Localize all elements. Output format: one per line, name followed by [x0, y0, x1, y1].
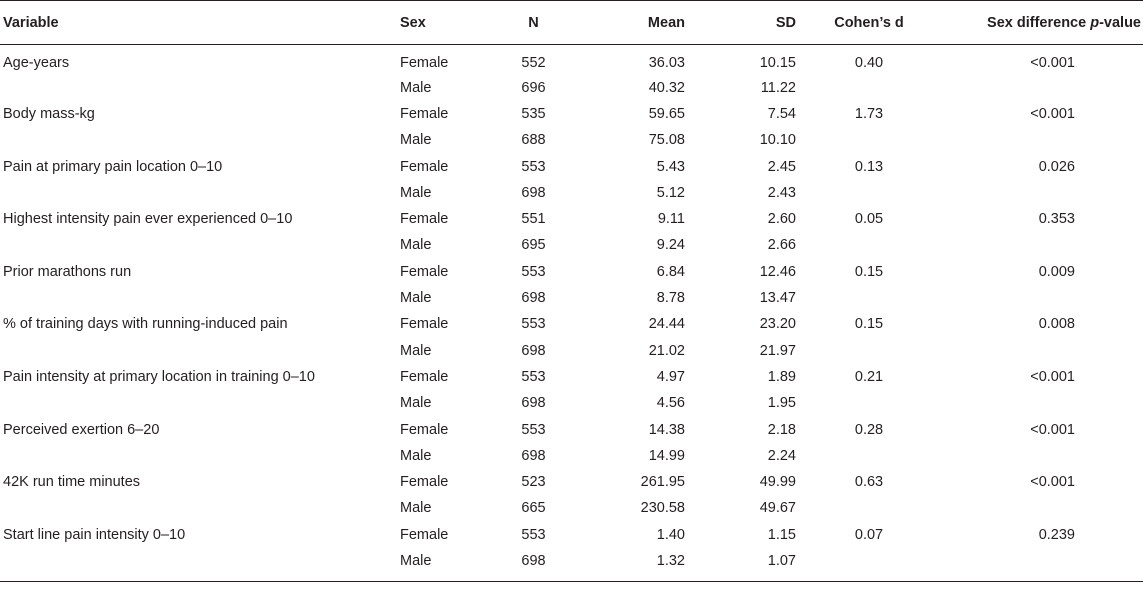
cell-sex: Female — [400, 158, 449, 175]
cell-sex: Male — [400, 132, 432, 149]
cell-p-value — [942, 548, 1143, 582]
cell-sex: Male — [400, 548, 482, 582]
cell-variable: Pain at primary pain location 0–10 — [3, 158, 223, 175]
cell-sex: Female — [400, 54, 449, 71]
cell-cohens-d — [796, 285, 942, 311]
cell-cohens-d — [796, 443, 942, 469]
cell-cohens-d: 0.63 — [854, 474, 884, 491]
cell-mean: 4.56 — [656, 395, 685, 412]
table-row — [0, 206, 1143, 232]
cell-mean: 261.95 — [640, 474, 685, 491]
header-cohens-d: Cohen’s d — [796, 1, 942, 45]
cell-n: 698 — [521, 342, 546, 359]
header-p-suffix: -value — [1099, 14, 1141, 31]
cell-mean: 14.38 — [648, 421, 685, 438]
cell-mean: 4.97 — [656, 368, 685, 385]
cell-p-value — [942, 232, 1143, 258]
cell-variable — [0, 390, 400, 416]
cell-sex: Male — [400, 237, 432, 254]
cell-sex: Female — [400, 105, 449, 122]
cell-n: 553 — [521, 421, 546, 438]
cell-cohens-d: 0.15 — [854, 316, 884, 333]
cell-n: 523 — [521, 474, 546, 491]
header-mean: Mean — [585, 1, 685, 45]
header-p-value — [942, 1, 1143, 45]
cell-p-value — [942, 443, 1143, 469]
cell-variable — [0, 548, 400, 582]
table-row — [0, 101, 1143, 127]
cell-mean: 9.24 — [656, 237, 685, 254]
table-row — [0, 443, 1143, 469]
cell-sd: 23.20 — [759, 316, 796, 333]
table-row — [0, 522, 1143, 548]
table-row — [0, 180, 1143, 206]
cell-sex: Female — [400, 474, 449, 491]
cell-cohens-d — [796, 232, 942, 258]
header-p-prefix: Sex difference — [987, 14, 1091, 31]
cell-sd: 2.66 — [767, 237, 796, 254]
cell-cohens-d: 0.07 — [854, 526, 884, 543]
cell-sex: Female — [400, 526, 449, 543]
cell-variable — [0, 127, 400, 153]
cell-variable — [0, 285, 400, 311]
cell-p-value: 0.239 — [1038, 526, 1075, 543]
cell-mean: 6.84 — [656, 263, 685, 280]
cell-n: 553 — [521, 263, 546, 280]
table-row — [0, 416, 1143, 442]
table-row — [0, 311, 1143, 337]
cell-sex: Male — [400, 342, 432, 359]
cell-sd: 1.07 — [685, 548, 796, 582]
cell-sd: 10.15 — [759, 54, 796, 71]
cell-p-value: <0.001 — [1030, 54, 1075, 71]
cell-n: 552 — [521, 54, 546, 71]
cell-p-value: <0.001 — [1030, 474, 1075, 491]
cell-sex: Female — [400, 211, 449, 228]
table-body — [0, 45, 1143, 582]
cell-mean: 230.58 — [640, 500, 685, 517]
header-variable: Variable — [0, 1, 400, 45]
cell-p-value — [942, 390, 1143, 416]
cell-p-value: 0.026 — [1038, 158, 1075, 175]
cell-variable: Highest intensity pain ever experienced 0–10 — [3, 211, 293, 228]
cell-mean: 9.11 — [657, 211, 685, 228]
cell-sd: 1.15 — [767, 526, 796, 543]
cell-p-value: 0.353 — [1038, 211, 1075, 228]
cell-cohens-d — [796, 75, 942, 101]
cell-n: 695 — [521, 237, 546, 254]
cell-sex: Male — [400, 184, 432, 201]
cell-sd: 13.47 — [759, 290, 796, 307]
cell-p-value — [942, 127, 1143, 153]
cell-variable: Age-years — [3, 54, 70, 71]
cell-variable: Body mass-kg — [3, 105, 95, 122]
cell-mean: 40.32 — [648, 79, 685, 96]
cell-mean: 24.44 — [648, 316, 685, 333]
cell-p-value — [942, 285, 1143, 311]
cell-n: 553 — [521, 368, 546, 385]
table-header — [0, 1, 1143, 45]
header-p-italic: p — [1090, 14, 1100, 31]
table-row — [0, 285, 1143, 311]
cell-sex: Male — [400, 447, 432, 464]
cell-cohens-d — [796, 337, 942, 363]
cell-variable: % of training days with running-induced pain — [3, 316, 288, 333]
table-row — [0, 127, 1143, 153]
cell-cohens-d: 0.13 — [854, 158, 884, 175]
cell-sd: 10.10 — [759, 132, 796, 149]
cell-mean: 75.08 — [648, 132, 685, 149]
cell-sd: 11.22 — [760, 79, 796, 96]
cell-cohens-d: 0.40 — [854, 54, 884, 71]
cell-p-value — [942, 495, 1143, 521]
cell-cohens-d: 0.05 — [854, 211, 884, 228]
cell-cohens-d: 0.15 — [854, 263, 884, 280]
cell-sex: Male — [400, 500, 432, 517]
cell-mean: 5.12 — [656, 184, 685, 201]
cell-sd: 49.67 — [759, 500, 796, 517]
cell-variable: Start line pain intensity 0–10 — [3, 526, 186, 543]
cell-sd: 49.99 — [759, 474, 796, 491]
cell-mean: 1.32 — [585, 548, 685, 582]
cell-mean: 5.43 — [656, 158, 685, 175]
cell-n: 698 — [521, 290, 546, 307]
cell-sd: 2.18 — [767, 421, 796, 438]
table-row — [0, 75, 1143, 101]
cell-sd: 2.45 — [767, 158, 796, 175]
cell-sex: Female — [400, 316, 449, 333]
cell-n: 696 — [521, 79, 546, 96]
cell-cohens-d — [796, 180, 942, 206]
table-row — [0, 153, 1143, 179]
cell-sex: Female — [400, 368, 449, 385]
cell-sex: Female — [400, 263, 449, 280]
cell-cohens-d: 1.73 — [854, 105, 884, 122]
table-row — [0, 495, 1143, 521]
cell-p-value — [942, 75, 1143, 101]
cell-sd: 7.54 — [767, 105, 796, 122]
cell-p-value: <0.001 — [1030, 421, 1075, 438]
cell-cohens-d — [796, 548, 942, 582]
cell-sd: 2.60 — [767, 211, 796, 228]
cell-sd: 1.95 — [767, 395, 796, 412]
cell-n: 553 — [521, 316, 546, 333]
cell-sd: 2.24 — [767, 447, 796, 464]
cell-n: 551 — [521, 211, 546, 228]
cell-cohens-d — [796, 495, 942, 521]
cell-cohens-d — [796, 127, 942, 153]
table-row — [0, 232, 1143, 258]
cell-cohens-d: 0.28 — [854, 421, 884, 438]
cell-variable — [0, 180, 400, 206]
cell-p-value: 0.009 — [1038, 263, 1075, 280]
cell-mean: 1.40 — [656, 526, 685, 543]
table-row — [0, 548, 1143, 582]
cell-sex: Female — [400, 421, 449, 438]
cell-variable: Prior marathons run — [3, 263, 132, 280]
table-row — [0, 390, 1143, 416]
cell-variable — [0, 337, 400, 363]
header-sd: SD — [685, 1, 796, 45]
cell-n: 665 — [521, 500, 546, 517]
header-n: N — [482, 1, 585, 45]
cell-variable: 42K run time minutes — [3, 474, 141, 491]
header-sex: Sex — [400, 1, 482, 45]
cell-n: 553 — [521, 526, 546, 543]
cell-p-value — [942, 180, 1143, 206]
cell-sd: 2.43 — [767, 184, 796, 201]
table-row — [0, 45, 1143, 75]
cell-n: 698 — [521, 395, 546, 412]
cell-variable — [0, 232, 400, 258]
cell-n: 698 — [482, 548, 585, 582]
table-row — [0, 337, 1143, 363]
cell-mean: 14.99 — [648, 447, 685, 464]
cell-p-value: <0.001 — [1030, 105, 1075, 122]
cell-variable — [0, 75, 400, 101]
cell-sd: 1.89 — [767, 368, 796, 385]
cell-p-value: 0.008 — [1038, 316, 1075, 333]
cell-mean: 59.65 — [648, 105, 685, 122]
cell-n: 553 — [521, 158, 546, 175]
cell-sd: 12.46 — [759, 263, 796, 280]
header-row — [0, 1, 1143, 45]
cell-variable: Perceived exertion 6–20 — [3, 421, 160, 438]
cell-p-value: <0.001 — [1030, 368, 1075, 385]
cell-mean: 8.78 — [656, 290, 685, 307]
cell-mean: 21.02 — [648, 342, 685, 359]
cell-variable: Pain intensity at primary location in training 0–10 — [3, 368, 315, 385]
cell-sex: Male — [400, 290, 432, 307]
cell-n: 688 — [521, 132, 546, 149]
table-row — [0, 364, 1143, 390]
cell-cohens-d — [796, 390, 942, 416]
cell-variable — [0, 495, 400, 521]
table-row — [0, 259, 1143, 285]
cell-p-value — [942, 337, 1143, 363]
cell-sd: 21.97 — [759, 342, 796, 359]
cell-sex: Male — [400, 395, 432, 412]
cell-cohens-d: 0.21 — [854, 368, 884, 385]
table-row — [0, 469, 1143, 495]
cell-n: 535 — [521, 105, 546, 122]
cell-n: 698 — [521, 447, 546, 464]
cell-n: 698 — [521, 184, 546, 201]
cell-variable — [0, 443, 400, 469]
cell-sex: Male — [400, 79, 432, 96]
cell-mean: 36.03 — [648, 54, 685, 71]
